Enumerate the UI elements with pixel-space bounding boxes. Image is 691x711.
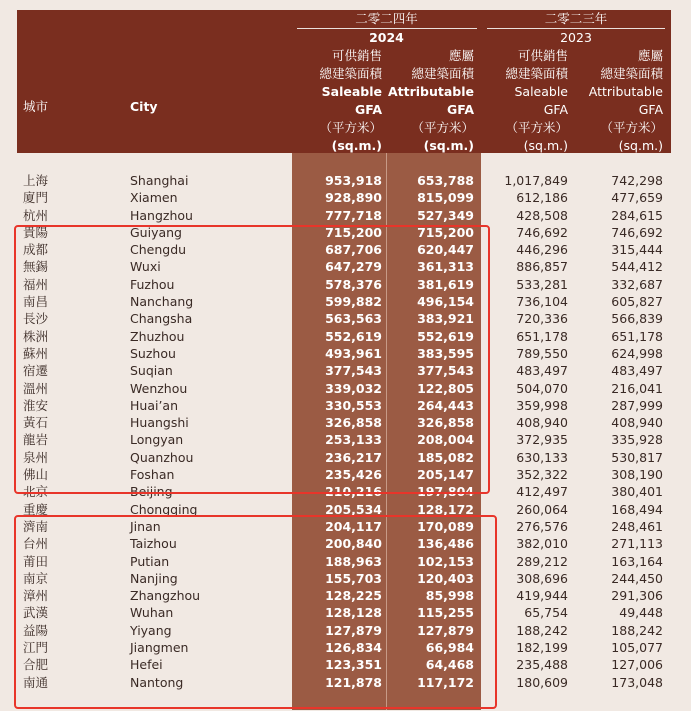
city-en: Foshan <box>130 467 175 483</box>
attributable-2024: 117,172 <box>417 674 474 690</box>
saleable-2024: 563,563 <box>325 311 382 327</box>
city-cn: 廈門 <box>23 190 49 206</box>
s2024-h4: GFA <box>354 102 382 117</box>
s2024-h2: 總建築面積 <box>319 66 382 81</box>
city-cn: 杭州 <box>23 207 49 223</box>
saleable-2023: 188,242 <box>516 622 568 638</box>
table-header <box>17 10 671 153</box>
saleable-2023: 630,133 <box>516 449 568 465</box>
city-cn: 泉州 <box>23 449 49 465</box>
saleable-2023: 720,336 <box>516 311 568 327</box>
city-en: Chengdu <box>130 242 187 258</box>
city-en: Huangshi <box>130 415 189 431</box>
saleable-2023: 372,935 <box>516 432 568 448</box>
city-en: Jinan <box>130 518 161 534</box>
saleable-2023: 736,104 <box>516 294 568 310</box>
saleable-2023: 65,754 <box>524 605 568 621</box>
city-en: Putian <box>130 553 170 569</box>
saleable-2024: 647,279 <box>325 259 382 275</box>
city-en: Nanjing <box>130 570 178 586</box>
city-en: Wuhan <box>130 605 174 621</box>
city-cn: 成都 <box>23 242 49 258</box>
saleable-2023: 289,212 <box>516 553 568 569</box>
city-en: Longyan <box>130 432 184 448</box>
attributable-2023: 477,659 <box>611 190 663 206</box>
city-en: Jiangmen <box>130 640 189 656</box>
city-cn: 株洲 <box>23 328 49 344</box>
saleable-2023: 789,550 <box>516 345 568 361</box>
s2023-h6: (sq.m.) <box>523 138 568 153</box>
saleable-2024: 953,918 <box>325 173 382 188</box>
city-en: Hangzhou <box>130 207 193 223</box>
attributable-2023: 566,839 <box>611 311 663 327</box>
saleable-2024: 715,200 <box>325 224 382 240</box>
saleable-2024: 777,718 <box>325 207 382 223</box>
a2023-h6: (sq.m.) <box>618 138 663 153</box>
table-row <box>17 207 671 224</box>
attributable-2024: 208,004 <box>417 432 474 448</box>
city-cn: 福州 <box>23 276 49 292</box>
attributable-2024: 383,921 <box>417 311 474 327</box>
saleable-2023: 352,322 <box>516 467 568 483</box>
city-cn: 長沙 <box>23 311 49 327</box>
s2023-h3: Saleable <box>514 84 568 99</box>
saleable-2024: 210,216 <box>325 484 382 500</box>
city-en: Zhangzhou <box>130 588 201 604</box>
attributable-2024: 715,200 <box>417 224 474 240</box>
city-cn: 台州 <box>23 536 49 552</box>
a2024-h3: Attributable <box>387 84 474 99</box>
saleable-2024: 928,890 <box>325 190 382 206</box>
attributable-2023: 315,444 <box>611 242 663 258</box>
attributable-2024: 185,082 <box>417 449 474 465</box>
city-cn: 上海 <box>23 173 49 188</box>
city-cn: 龍岩 <box>23 432 49 448</box>
city-en: Quanzhou <box>130 449 194 465</box>
attributable-2024: 197,804 <box>417 484 474 500</box>
a2023-h4: GFA <box>638 102 663 117</box>
attributable-2024: 815,099 <box>417 190 474 206</box>
saleable-2024: 205,534 <box>325 501 382 517</box>
attributable-2023: 271,113 <box>611 536 663 552</box>
attributable-2023: 335,928 <box>611 432 663 448</box>
attributable-2024: 85,998 <box>425 588 474 604</box>
city-cn: 江門 <box>23 640 49 656</box>
attributable-2024: 361,313 <box>417 259 474 275</box>
attributable-2023: 49,448 <box>619 605 663 621</box>
attributable-2024: 128,172 <box>417 501 474 517</box>
saleable-2024: 236,217 <box>325 449 382 465</box>
city-en: Fuzhou <box>130 276 175 292</box>
saleable-2023: 504,070 <box>516 380 568 396</box>
a2023-h5: （平方米） <box>600 120 663 135</box>
attributable-2023: 308,190 <box>611 467 663 483</box>
saleable-2024: 188,963 <box>325 553 382 569</box>
saleable-2024: 552,619 <box>325 328 382 344</box>
attributable-2024: 527,349 <box>417 207 474 223</box>
saleable-2024: 330,553 <box>325 397 382 413</box>
city-en: Nanchang <box>130 294 194 310</box>
city-en: Wenzhou <box>130 380 188 396</box>
city-en: Suzhou <box>130 345 176 361</box>
saleable-2023: 419,944 <box>516 588 568 604</box>
attributable-2024: 115,255 <box>417 605 474 621</box>
a2024-h4: GFA <box>446 102 474 117</box>
attributable-2024: 381,619 <box>417 276 474 292</box>
city-cn: 蘇州 <box>23 345 49 361</box>
city-en: Taizhou <box>130 536 177 552</box>
city-cn: 漳州 <box>23 588 49 604</box>
attributable-2024: 552,619 <box>417 328 474 344</box>
saleable-2024: 128,128 <box>325 605 382 621</box>
city-cn: 佛山 <box>23 467 49 483</box>
attributable-2024: 383,595 <box>417 345 474 361</box>
attributable-2024: 127,879 <box>417 622 474 638</box>
attributable-2024: 264,443 <box>417 397 474 413</box>
attributable-2024: 326,858 <box>417 415 474 431</box>
saleable-2023: 533,281 <box>516 276 568 292</box>
saleable-2024: 121,878 <box>325 674 382 690</box>
city-en: Hefei <box>130 657 163 673</box>
saleable-2023: 308,696 <box>516 570 568 586</box>
year-2024: 2024 <box>369 30 404 45</box>
a2024-h1: 應屬 <box>448 48 474 63</box>
city-cn: 淮安 <box>23 397 49 413</box>
saleable-2024: 687,706 <box>325 242 382 258</box>
saleable-2023: 428,508 <box>516 207 568 223</box>
attributable-2023: 284,615 <box>611 207 663 223</box>
city-en: Wuxi <box>130 259 161 275</box>
city-cn: 武漢 <box>23 605 49 621</box>
s2024-h5: （平方米） <box>319 120 382 135</box>
city-cn: 合肥 <box>23 657 49 673</box>
saleable-2023: 746,692 <box>516 224 568 240</box>
attributable-2023: 746,692 <box>611 224 663 240</box>
col-city-en: City <box>130 99 158 114</box>
saleable-2023: 260,064 <box>516 501 568 517</box>
attributable-2023: 624,998 <box>611 345 663 361</box>
saleable-2023: 180,609 <box>516 674 568 690</box>
year-2023-cn: 二零二三年 <box>544 11 608 26</box>
saleable-2024: 578,376 <box>325 276 382 292</box>
saleable-2023: 483,497 <box>516 363 568 379</box>
saleable-2024: 235,426 <box>325 467 382 483</box>
highlight-box-2 <box>14 515 497 709</box>
s2024-h1: 可供銷售 <box>331 48 382 63</box>
attributable-2024: 102,153 <box>417 553 474 569</box>
city-cn: 無錫 <box>23 259 49 275</box>
attributable-2024: 653,788 <box>417 173 474 188</box>
city-cn: 貴陽 <box>23 224 49 240</box>
city-en: Yiyang <box>130 622 172 638</box>
attributable-2024: 120,403 <box>417 570 474 586</box>
attributable-2024: 377,543 <box>417 363 474 379</box>
a2023-h2: 總建築面積 <box>600 66 663 81</box>
s2023-h4: GFA <box>543 102 568 117</box>
city-en: Zhuzhou <box>130 328 185 344</box>
saleable-2024: 200,840 <box>325 536 382 552</box>
attributable-2023: 291,306 <box>611 588 663 604</box>
saleable-2023: 886,857 <box>516 259 568 275</box>
city-en: Beijing <box>130 484 173 500</box>
city-en: Changsha <box>130 311 193 327</box>
city-en: Huai’an <box>130 397 179 413</box>
attributable-2023: 332,687 <box>611 276 663 292</box>
s2023-h1: 可供銷售 <box>517 48 568 63</box>
year-2023: 2023 <box>560 30 592 45</box>
attributable-2024: 64,468 <box>425 657 474 673</box>
city-en: Nantong <box>130 674 184 690</box>
a2024-h6: (sq.m.) <box>423 138 474 153</box>
saleable-2023: 235,488 <box>516 657 568 673</box>
attributable-2023: 605,827 <box>611 294 663 310</box>
saleable-2024: 326,858 <box>325 415 382 431</box>
attributable-2024: 66,984 <box>425 640 474 656</box>
attributable-2023: 188,242 <box>611 622 663 638</box>
saleable-2024: 377,543 <box>325 363 382 379</box>
attributable-2023: 408,940 <box>611 415 663 431</box>
attributable-2023: 173,048 <box>611 674 663 690</box>
attributable-2023: 287,999 <box>611 397 663 413</box>
attributable-2024: 620,447 <box>417 242 474 258</box>
s2023-h2: 總建築面積 <box>505 66 568 81</box>
city-cn: 宿遷 <box>23 363 49 379</box>
city-cn: 南通 <box>23 674 49 690</box>
city-cn: 莆田 <box>23 553 49 569</box>
col-city-cn: 城市 <box>23 99 49 114</box>
saleable-2024: 155,703 <box>325 570 382 586</box>
saleable-2024: 204,117 <box>325 518 382 534</box>
saleable-2024: 493,961 <box>325 345 382 361</box>
city-cn: 益陽 <box>23 622 49 638</box>
city-cn: 南昌 <box>23 294 49 310</box>
attributable-2024: 122,805 <box>417 380 474 396</box>
saleable-2023: 408,940 <box>516 415 568 431</box>
city-cn: 黃石 <box>23 415 49 431</box>
s2023-h5: （平方米） <box>505 120 568 135</box>
table-row <box>17 172 671 189</box>
city-en: Chongqing <box>130 501 198 517</box>
year-2024-cn: 二零二四年 <box>355 11 418 26</box>
attributable-2023: 244,450 <box>611 570 663 586</box>
a2023-h1: 應屬 <box>637 48 663 63</box>
city-cn: 溫州 <box>23 380 49 396</box>
saleable-2024: 126,834 <box>325 640 382 656</box>
s2024-h3: Saleable <box>321 84 382 99</box>
saleable-2023: 276,576 <box>516 518 568 534</box>
saleable-2024: 599,882 <box>325 294 382 310</box>
saleable-2023: 359,998 <box>516 397 568 413</box>
saleable-2023: 1,017,849 <box>504 173 568 188</box>
attributable-2023: 530,817 <box>611 449 663 465</box>
saleable-2023: 182,199 <box>516 640 568 656</box>
gfa-table-page <box>17 10 671 710</box>
city-en: Guiyang <box>130 224 182 240</box>
attributable-2023: 248,461 <box>611 518 663 534</box>
saleable-2023: 412,497 <box>516 484 568 500</box>
attributable-2023: 380,401 <box>611 484 663 500</box>
a2023-h3: Attributable <box>588 84 663 99</box>
a2024-h5: （平方米） <box>411 120 474 135</box>
attributable-2023: 105,077 <box>611 640 663 656</box>
city-cn: 重慶 <box>23 501 49 517</box>
saleable-2023: 651,178 <box>516 328 568 344</box>
saleable-2023: 446,296 <box>516 242 568 258</box>
a2024-h2: 總建築面積 <box>411 66 474 81</box>
city-en: Xiamen <box>130 190 178 206</box>
attributable-2023: 742,298 <box>611 173 663 188</box>
saleable-2023: 382,010 <box>516 536 568 552</box>
city-cn: 南京 <box>23 570 49 586</box>
city-cn: 濟南 <box>23 518 49 534</box>
saleable-2024: 127,879 <box>325 622 382 638</box>
table-row <box>17 189 671 206</box>
s2024-h6: (sq.m.) <box>331 138 382 153</box>
attributable-2024: 170,089 <box>417 518 474 534</box>
saleable-2024: 339,032 <box>325 380 382 396</box>
attributable-2023: 544,412 <box>611 259 663 275</box>
saleable-2024: 253,133 <box>325 432 382 448</box>
attributable-2023: 168,494 <box>611 501 663 517</box>
city-cn: 北京 <box>23 484 49 500</box>
attributable-2024: 205,147 <box>417 467 474 483</box>
attributable-2024: 136,486 <box>417 536 474 552</box>
city-en: Suqian <box>130 363 173 379</box>
saleable-2023: 612,186 <box>516 190 568 206</box>
attributable-2023: 127,006 <box>611 657 663 673</box>
city-en: Shanghai <box>130 173 189 188</box>
attributable-2023: 216,041 <box>611 380 663 396</box>
saleable-2024: 123,351 <box>325 657 382 673</box>
highlight-box-1 <box>14 225 490 494</box>
attributable-2023: 651,178 <box>611 328 663 344</box>
attributable-2023: 163,164 <box>611 553 663 569</box>
attributable-2024: 496,154 <box>417 294 474 310</box>
attributable-2023: 483,497 <box>611 363 663 379</box>
saleable-2024: 128,225 <box>325 588 382 604</box>
